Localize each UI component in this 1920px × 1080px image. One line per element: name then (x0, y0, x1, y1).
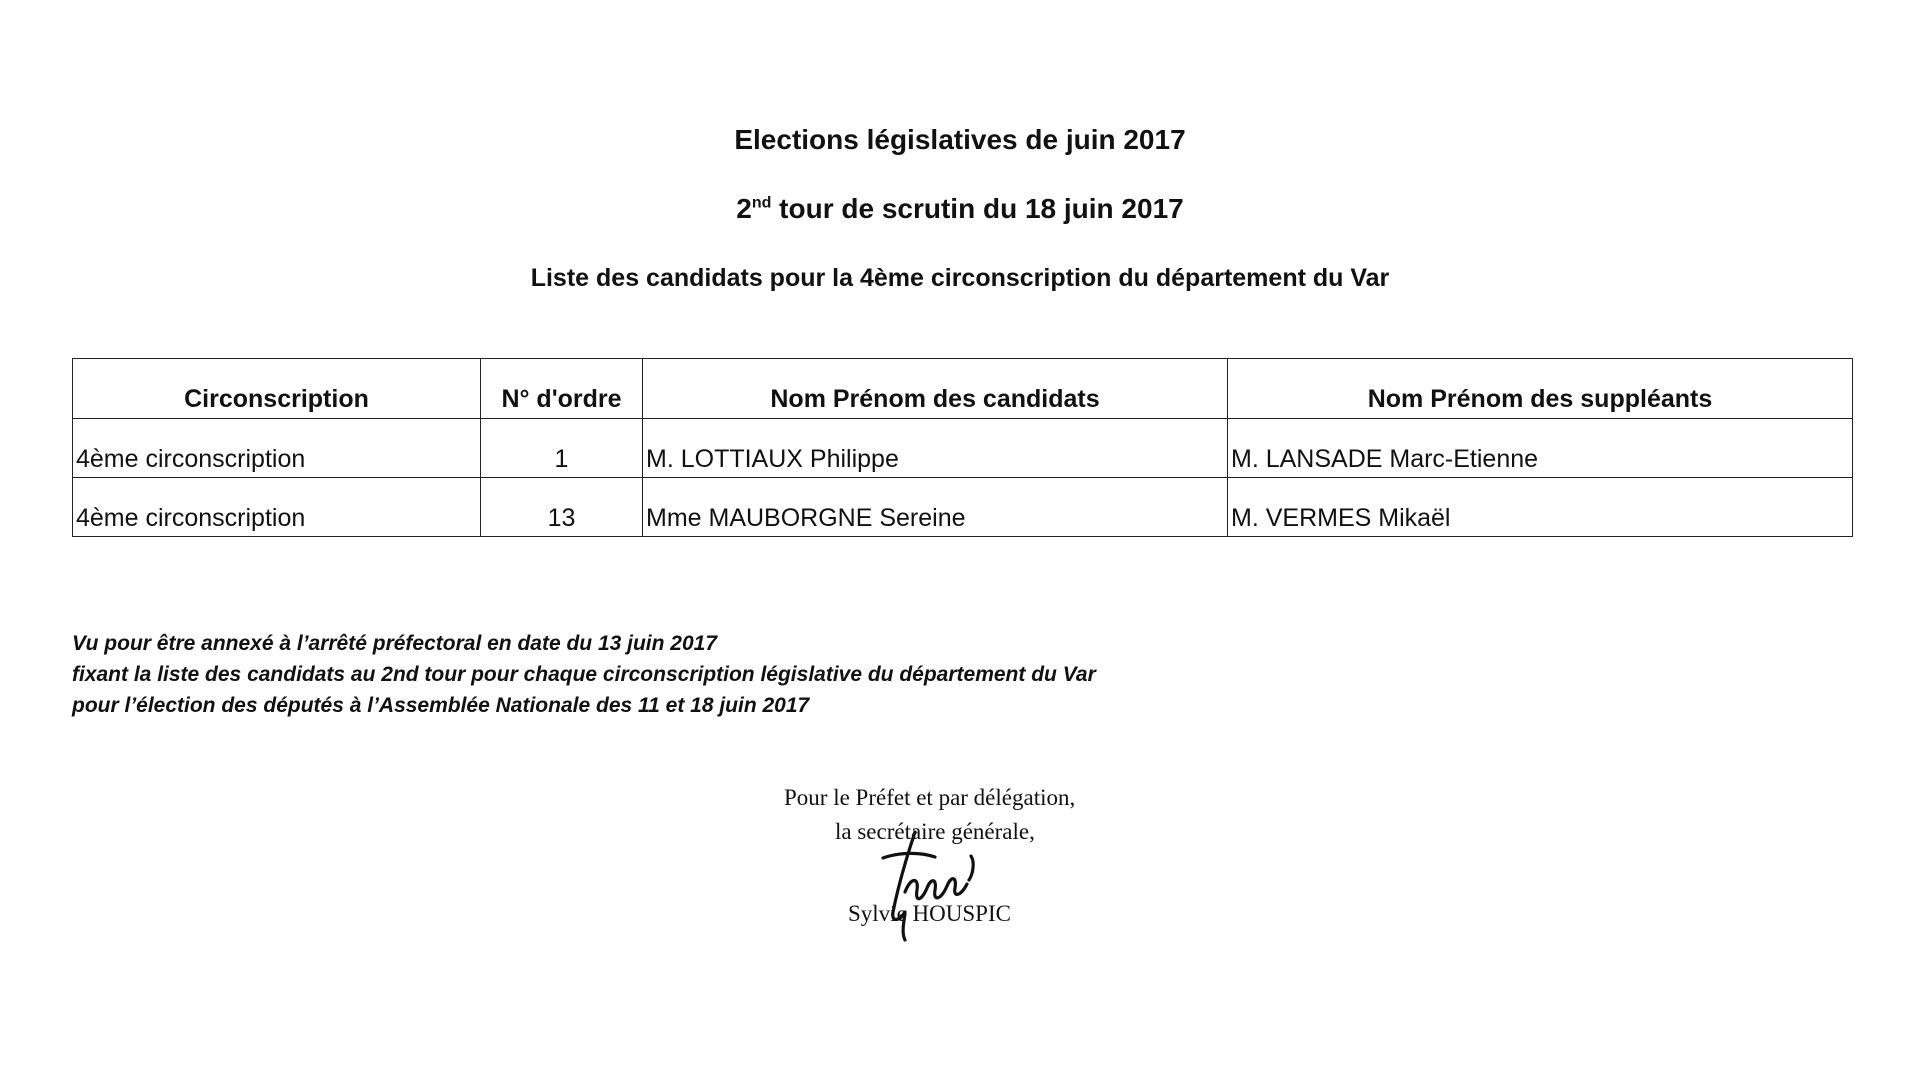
signature-role-line: la secrétaire générale, (835, 819, 1035, 844)
annex-line: Vu pour être annexé à l’arrêté préfectoral en date du 13 juin 2017 (72, 632, 718, 655)
document-subtitle (0, 193, 1920, 225)
annex-line: fixant la liste des candidats au 2nd tour pour chaque circonscription législative du département du Var (72, 663, 1096, 686)
table-header-row (73, 359, 1853, 419)
header-circonscription: Circonscription (73, 359, 481, 419)
document-title: Elections législatives de juin 2017 (734, 124, 1186, 155)
subtitle-superscript: nd (751, 194, 772, 212)
signatory-name: Sylvie HOUSPIC (848, 901, 1011, 926)
candidates-table (72, 358, 1853, 537)
cell-circonscription: 4ème circonscription (73, 478, 481, 537)
annex-note (72, 628, 1096, 721)
cell-circonscription: 4ème circonscription (73, 419, 481, 478)
cell-suppleant: M. LANSADE Marc-Etienne (1228, 419, 1853, 478)
cell-ordre: 13 (481, 478, 643, 537)
subtitle-rest: tour de scrutin du 18 juin 2017 (771, 193, 1184, 224)
header-ordre: N° d'ordre (481, 359, 643, 419)
signature-delegation-line: Pour le Préfet et par délégation, (784, 785, 1076, 810)
header-suppleants: Nom Prénom des suppléants (1228, 359, 1853, 419)
cell-candidat: Mme MAUBORGNE Sereine (643, 478, 1228, 537)
cell-suppleant: M. VERMES Mikaël (1228, 478, 1853, 537)
table-row (73, 419, 1853, 478)
annex-line: pour l’élection des députés à l’Assemblée Nationale des 11 et 18 juin 2017 (72, 694, 810, 717)
cell-ordre: 1 (481, 419, 643, 478)
table-row (73, 478, 1853, 537)
subtitle-ordinal: 2 (736, 193, 752, 224)
cell-candidat: M. LOTTIAUX Philippe (643, 419, 1228, 478)
list-title: Liste des candidats pour la 4ème circonscription du département du Var (530, 264, 1390, 292)
header-candidats: Nom Prénom des candidats (643, 359, 1228, 419)
